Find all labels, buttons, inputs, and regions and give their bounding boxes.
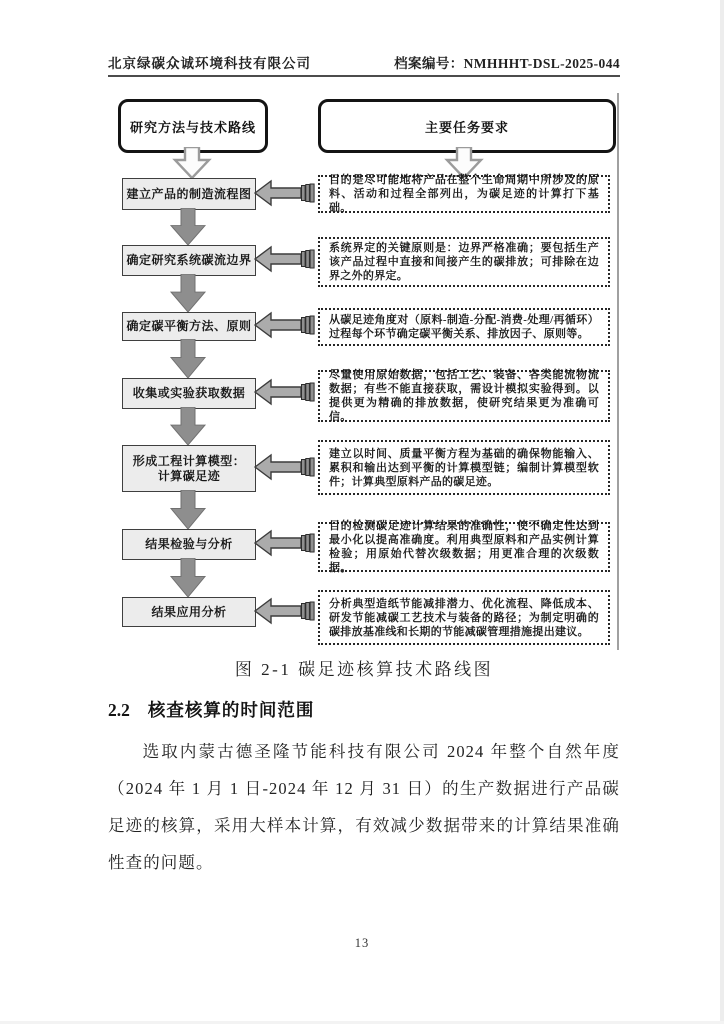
down-arrow-icon [168,490,208,529]
section-heading [108,697,620,722]
flow-step-5-box [122,445,256,492]
down-arrow-icon [168,558,208,597]
page-number: 13 [354,936,370,950]
body-paragraph: 选取内蒙古德圣隆节能科技有限公司 2024 年整个自然年度（2024 年 1 月 1 日-2024 年 12 月 31 日）的生产数据进行产品碳足迹的核算，采用大样本计算，有效减少数据带来的计算结果准确性查的问题。 [108,742,620,872]
file-number-label: 档案编号： [394,56,464,71]
flowchart-left-column-header: 研究方法与技术路线 [118,99,268,153]
file-number-value: NMHHHT-DSL-2025-044 [463,56,620,71]
flow-step-3-box: 确定碳平衡方法、原则 [122,312,256,341]
task-box-1: 目的是尽可能地将产品在整个生命周期中所涉及的原料、活动和过程全部列出，为碳足迹的计算打下基础。 [318,175,610,213]
flow-step-6-box: 结果检验与分析 [122,529,256,560]
task-box-3: 从碳足迹角度对（原料-制造-分配-消费-处理/再循环）过程每个环节确定碳平衡关系、排放因子、原则等。 [318,308,610,346]
flow-step-7-box: 结果应用分析 [122,597,256,627]
task-box-7: 分析典型造纸节能减排潜力、优化流程、降低成本、研发节能减碳工艺技术与装备的路径；为制定明确的碳排放基准线和长期的节能减碳管理措施提出建议。 [318,590,610,645]
page-header [108,46,620,77]
left-arrow-icon [254,528,316,558]
task-box-2: 系统界定的关键原则是：边界严格准确；要包括生产该产品过程中直接和间接产生的碳排放；可排除在边界之外的界定。 [318,237,610,287]
down-arrow-icon [168,407,208,445]
down-arrow-icon [168,208,208,245]
flow-step-5-line1: 形成工程计算模型： [132,453,246,468]
section-number: 2.2 [108,700,130,720]
flow-step-4-box: 收集或实验获取数据 [122,378,256,409]
left-arrow-icon [254,377,316,407]
hollow-down-arrow-icon [172,147,212,179]
figure-right-edge-line [617,93,619,650]
flow-step-2-box: 确定研究系统碳流边界 [122,245,256,276]
down-arrow-icon [168,274,208,312]
left-arrow-icon [254,310,316,340]
down-arrow-icon [168,339,208,378]
scan-edge [720,0,724,1024]
flow-step-1-box: 建立产品的制造流程图 [122,178,256,210]
flowchart-figure [106,93,620,650]
left-arrow-icon [254,244,316,274]
flowchart-right-column-header: 主要任务要求 [318,99,616,153]
section-title: 核查核算的时间范围 [147,700,315,720]
task-box-4: 尽量使用原始数据，包括工艺、装备、各类能流物流数据；有些不能直接获取，需设计模拟实验得到。以提供更为精确的排放数据，使研究结果更为准确可信。 [318,370,610,422]
left-arrow-icon [254,178,316,208]
left-arrow-icon [254,452,316,482]
left-arrow-icon [254,596,316,626]
figure-caption: 图 2-1 碳足迹核算技术路线图 [234,660,494,679]
header-company: 北京绿碳众诚环境科技有限公司 [108,56,311,71]
header-file-number [394,52,620,72]
task-box-6: 目的检测碳足迹计算结果的准确性，使不确定性达到最小化以提高准确度。利用典型原料和产品实例计算检验；用原始代替次级数据；用更准合理的次级数据。 [318,522,610,572]
task-box-5: 建立以时间、质量平衡方程为基础的确保物能输入、累积和输出达到平衡的计算模型链；编制计算模型软件；计算典型原料产品的碳足迹。 [318,440,610,495]
flow-step-5-line2: 计算碳足迹 [157,468,221,483]
